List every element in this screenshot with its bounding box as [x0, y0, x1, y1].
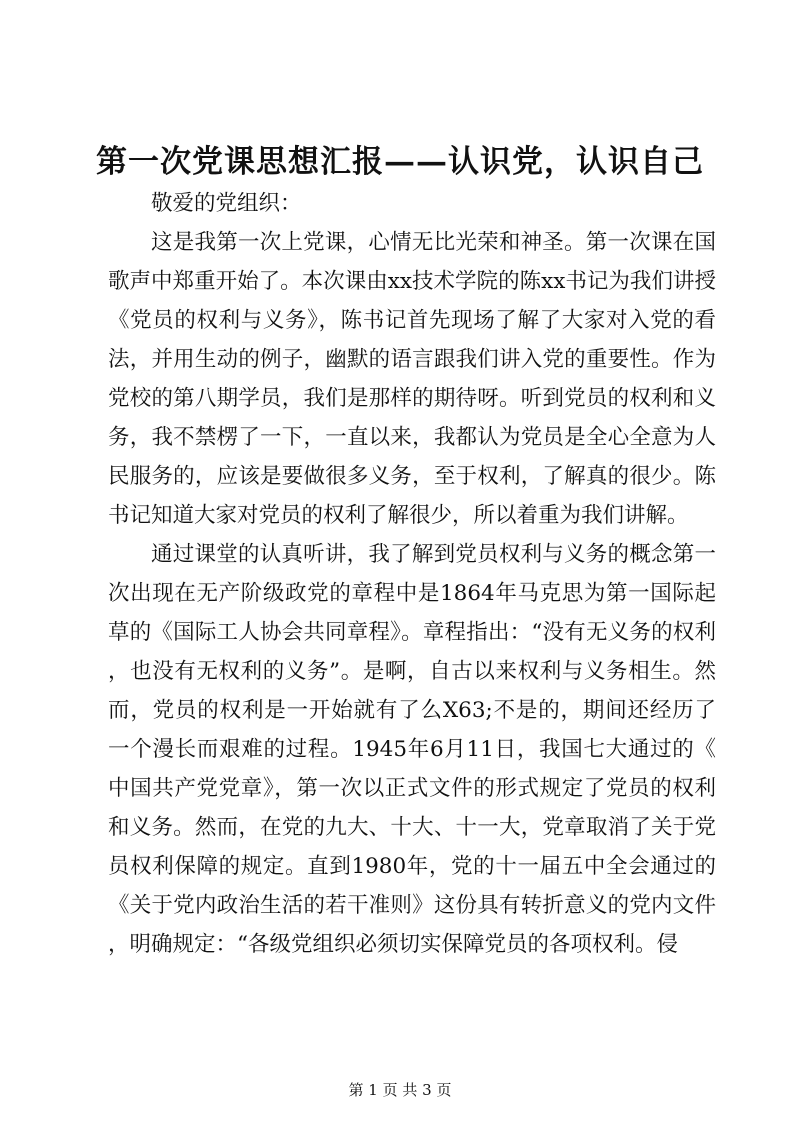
- page-number-footer: 第 1 页 共 3 页: [348, 1081, 452, 1099]
- paragraph-2: 通过课堂的认真听讲，我了解到党员权利与义务的概念第一次出现在无产阶级政党的章程中是1864年马克思为第一国际起草的《国际工人协会共同章程》。章程指出：“没有无义务的权利，也没有无权利的义务”。是啊，自古以来权利与义务相生。然而，党员的权利是一开始就有了么X63;不是的，期间还经历了一个漫长而艰难的过程。1945年6月11日，我国七大通过的《中国共产党党章》，第一次以正式文件的形式规定了党员的权利和义务。然而，在党的九大、十大、十一大，党章取消了关于党员权利保障的规定。直到1980年，党的十一届五中全会通过的《关于党内政治生活的若干准则》这份具有转折意义的党内文件，明确规定：“各级党组织必须切实保障党员的各项权利。侵: [108, 542, 716, 957]
- document-title: 第一次党课思想汇报——认识党，认识自己: [96, 144, 704, 180]
- paragraph-1: 这是我第一次上党课，心情无比光荣和神圣。第一次课在国歌声中郑重开始了。本次课由xx技术学院的陈xx书记为我们讲授《党员的权利与义务》，陈书记首先现场了解了大家对入党的看法，并用生动的例子，幽默的语言跟我们讲入党的重要性。作为党校的第八期学员，我们是那样的期待呀。听到党员的权利和义务，我不禁楞了一下，一直以来，我都认为党员是全心全意为人民服务的，应该是要做很多义务，至于权利，了解真的很少。陈书记知道大家对党员的权利了解很少，所以着重为我们讲解。: [108, 230, 716, 528]
- document-body: [108, 184, 716, 964]
- salutation: 敬爱的党组织：: [151, 191, 302, 216]
